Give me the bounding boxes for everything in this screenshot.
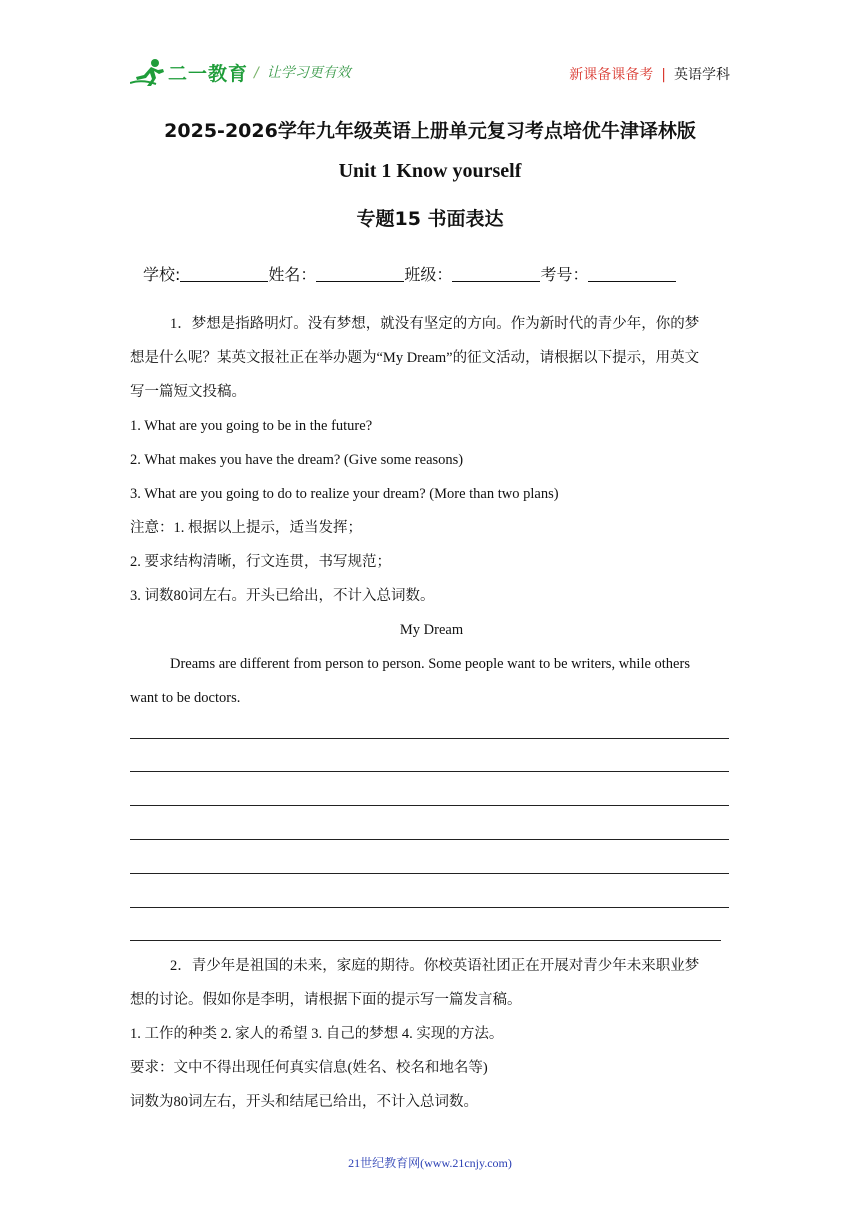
footer-source: 21世纪教育网(www.21cnjy.com) — [348, 1156, 512, 1170]
student-info-line — [143, 262, 676, 285]
school-label: 学校: — [143, 265, 181, 284]
logo — [130, 57, 248, 87]
q1-hint-1: 1. What are you going to be in the future? — [130, 418, 373, 434]
q1-note-1: 注意：1. 根据以上提示，适当发挥； — [130, 520, 362, 536]
q1-prompt-line3: 写一篇短文投稿。 — [130, 384, 246, 400]
school-blank[interactable] — [180, 265, 268, 282]
q2-requirement-2: 词数为80词左右，开头和结尾已给出，不计入总词数。 — [130, 1094, 478, 1110]
class-blank[interactable] — [452, 265, 540, 282]
writing-line[interactable] — [130, 738, 729, 739]
class-label: 班级： — [404, 265, 453, 284]
slogan: / 让学习更有效 — [254, 65, 351, 81]
essay-opening-line2: want to be doctors. — [130, 690, 241, 706]
slogan-text: 让学习更有效 — [266, 65, 351, 81]
q1-note-2: 2. 要求结构清晰，行文连贯，书写规范； — [130, 554, 391, 570]
q1-prompt-line2: 想是什么呢？某英文报社正在举办题为“My Dream”的征文活动，请根据以下提示，用英文 — [130, 350, 700, 366]
q2-hints: 1. 工作的种类 2. 家人的希望 3. 自己的梦想 4. 实现的方法。 — [130, 1026, 504, 1042]
writing-line[interactable] — [130, 940, 721, 941]
header-subject-label: 英语学科 — [674, 67, 730, 83]
q1-note-3: 3. 词数80词左右。开头已给出，不计入总词数。 — [130, 588, 435, 604]
writing-line[interactable] — [130, 907, 729, 908]
number-blank[interactable] — [588, 265, 676, 282]
runner-logo-icon — [130, 57, 166, 87]
header-subject: 新课备课备考 | 英语学科 — [569, 67, 730, 83]
q2-prompt-line2: 想的讨论。假如你是李明，请根据下面的提示写一篇发言稿。 — [130, 992, 522, 1008]
q2-requirement-1: 要求：文中不得出现任何真实信息(姓名、校名和地名等) — [130, 1060, 488, 1076]
name-label: 姓名： — [268, 265, 317, 284]
writing-line[interactable] — [130, 873, 729, 874]
topic-title: 专题15 书面表达 — [356, 208, 504, 230]
writing-line[interactable] — [130, 839, 729, 840]
q1-hint-3: 3. What are you going to do to realize your dream? (More than two plans) — [130, 486, 559, 502]
writing-line[interactable] — [130, 771, 729, 772]
document-title: 2025-2026学年九年级英语上册单元复习考点培优牛津译林版 — [164, 120, 696, 142]
unit-title: Unit 1 Know yourself — [338, 160, 522, 182]
number-label: 考号： — [540, 265, 589, 284]
name-blank[interactable] — [316, 265, 404, 282]
header-tag: 新课备课备考 — [569, 67, 654, 83]
essay-opening-line1: Dreams are different from person to person. Some people want to be writers, while others — [170, 656, 690, 672]
logo-text: 二一教育 — [168, 62, 249, 85]
page-header — [130, 52, 730, 92]
essay-title: My Dream — [399, 622, 464, 638]
writing-line[interactable] — [130, 805, 729, 806]
q1-hint-2: 2. What makes you have the dream? (Give some reasons) — [130, 452, 464, 468]
q2-prompt-line1: 2．青少年是祖国的未来，家庭的期待。你校英语社团正在开展对青少年未来职业梦 — [170, 958, 700, 974]
q1-prompt-line1: 1．梦想是指路明灯。没有梦想，就没有坚定的方向。作为新时代的青少年，你的梦 — [170, 316, 700, 332]
